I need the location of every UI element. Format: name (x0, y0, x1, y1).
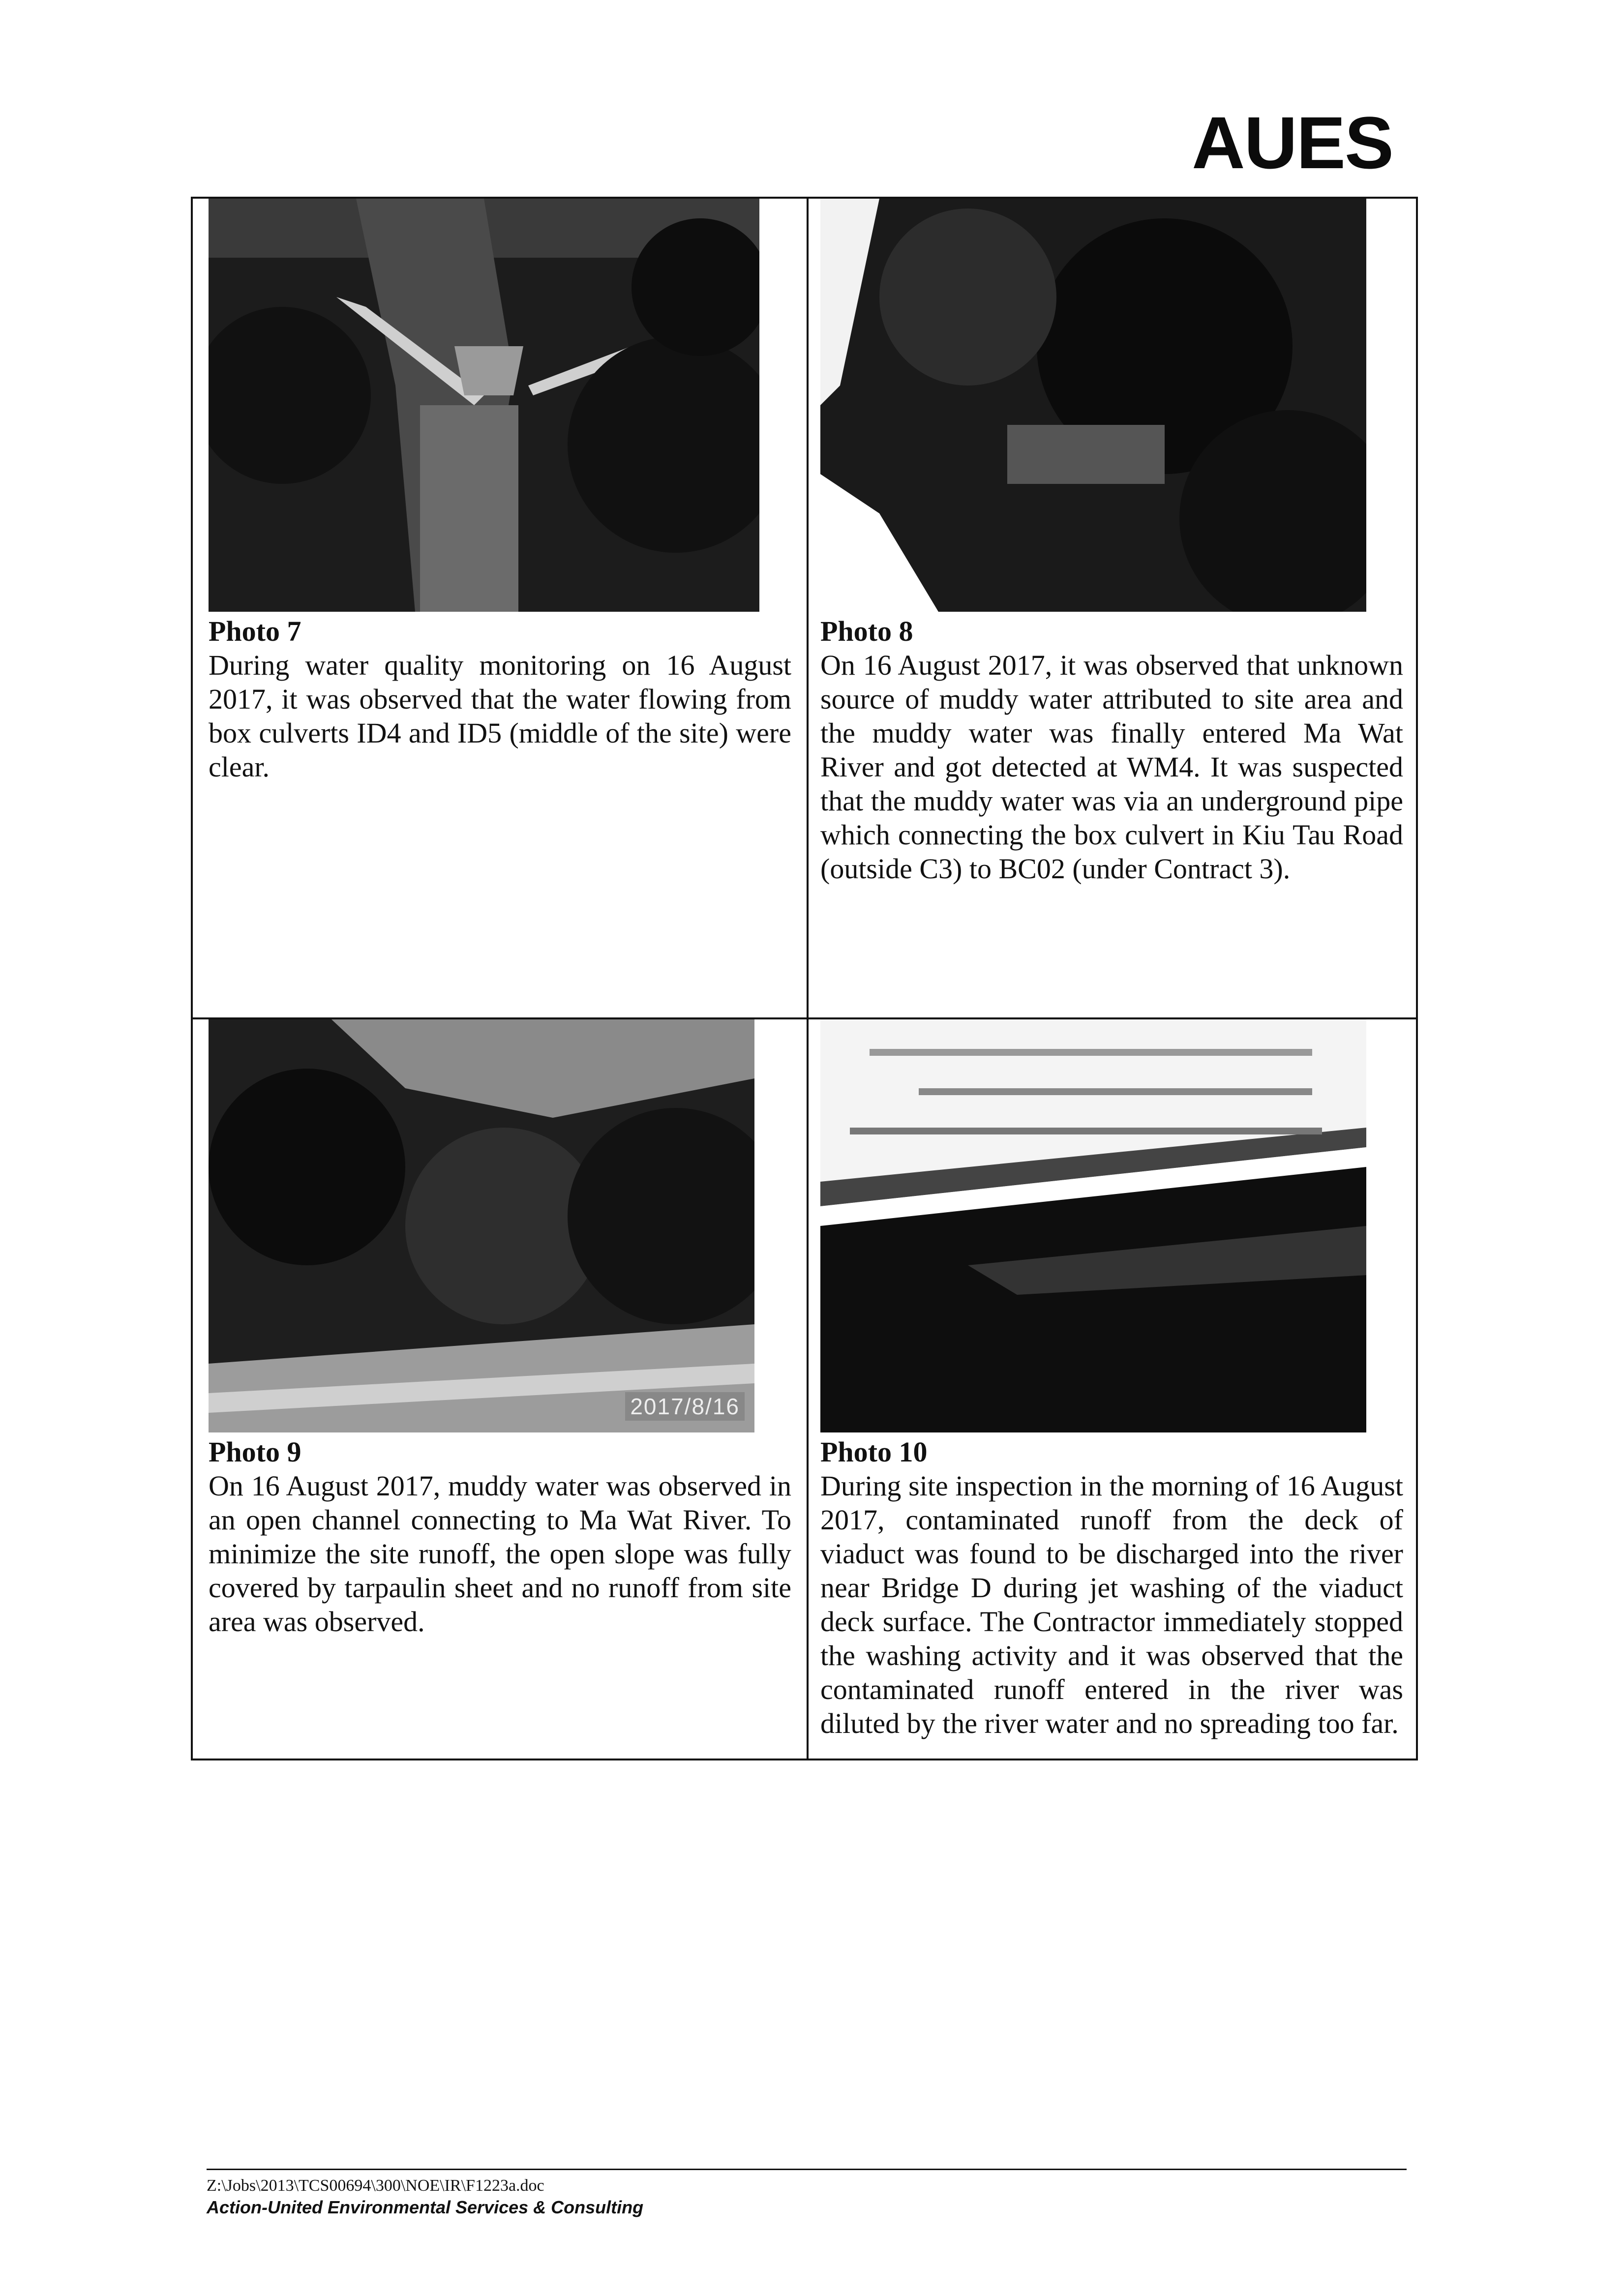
photo-8-caption (820, 614, 1403, 886)
footer-file-path: Z:\Jobs\2013\TCS00694\300\NOE\IR\F1223a.doc (207, 2177, 544, 2195)
photo-7-image (209, 199, 759, 612)
photo-7-description: During water quality monitoring on 16 August 2017, it was observed that the water flowing from box culverts ID4 and ID5 (middle of the site) were clear. (209, 649, 791, 783)
photo-10-image (820, 1019, 1366, 1432)
photo-7-caption (209, 614, 791, 784)
photo-table (191, 197, 1418, 1760)
photo-9-caption (209, 1435, 791, 1639)
photo-9-image (209, 1019, 754, 1432)
photo-cell-7 (193, 199, 807, 1017)
photo-8-description: On 16 August 2017, it was observed that unknown source of muddy water attributed to site area and the muddy water was finally entered Ma Wat River and got detected at WM4. It was suspected that the muddy water was via an underground pipe which connecting the box culvert in Kiu Tau Road (outside C3) to BC02 (under Contract 3). (820, 649, 1403, 885)
photo-10-caption (820, 1435, 1403, 1740)
photo-8-label: Photo 8 (820, 615, 913, 647)
photo-10-description: During site inspection in the morning of 16 August 2017, contaminated runoff from the deck of viaduct was found to be discharged into the river near Bridge D during jet washing of the viaduct deck surface. The Contractor immediately stopped the washing activity and it was observed that the contaminated runoff entered in the river was diluted by the river water and no spreading too far. (820, 1470, 1403, 1739)
company-logo: AUES (1192, 101, 1393, 184)
photo-8-image (820, 199, 1366, 612)
photo-cell-10 (809, 1019, 1418, 1760)
footer-divider (207, 2169, 1407, 2170)
photo-10-label: Photo 10 (820, 1436, 928, 1468)
photo-7-label: Photo 7 (209, 615, 301, 647)
photo-9-label: Photo 9 (209, 1436, 301, 1468)
photo-cell-9 (193, 1019, 807, 1760)
photo-9-description: On 16 August 2017, muddy water was observed in an open channel connecting to Ma Wat River. To minimize the site runoff, the open slope was fully covered by tarpaulin sheet and no runoff from site area was observed. (209, 1470, 791, 1638)
photo-9-date-stamp: 2017/8/16 (625, 1392, 745, 1421)
photo-cell-8 (809, 199, 1418, 1017)
footer-organization: Action-United Environmental Services & Consulting (207, 2197, 644, 2217)
